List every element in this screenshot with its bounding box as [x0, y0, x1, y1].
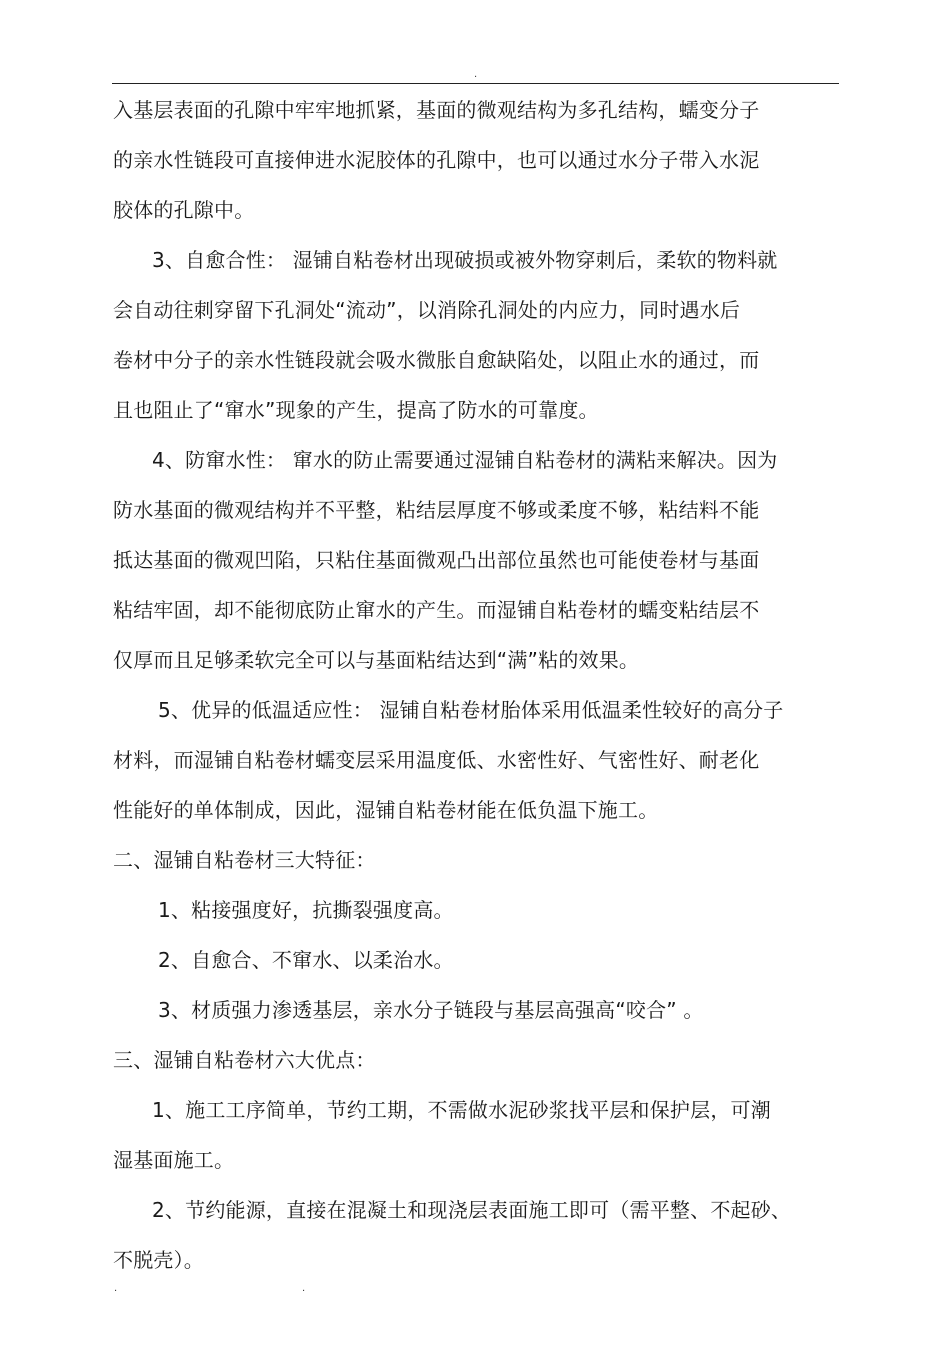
text-line: 不脱壳）。 — [113, 1248, 204, 1272]
text-line: 性能好的单体制成，因此，湿铺自粘卷材能在低负温下施工。 — [113, 798, 659, 822]
footer-dot-right: . — [302, 1283, 306, 1294]
text-line: 且也阻止了“窜水”现象的产生，提高了防水的可靠度。 — [113, 398, 599, 422]
text-line: 仅厚而且足够柔软完全可以与基面粘结达到“满”粘的效果。 — [113, 648, 640, 672]
section-heading: 三、湿铺自粘卷材六大优点： — [113, 1048, 376, 1072]
text-line: 卷材中分子的亲水性链段就会吸水微胀自愈缺陷处，以阻止水的通过，而 — [113, 348, 760, 372]
text-line: 3、自愈合性： 湿铺自粘卷材出现破损或被外物穿刺后，柔软的物料就 — [152, 248, 778, 272]
text-line: 材料，而湿铺自粘卷材蠕变层采用温度低、水密性好、气密性好、耐老化 — [113, 748, 760, 772]
text-line: 抵达基面的微观凹陷，只粘住基面微观凸出部位虽然也可能使卷材与基面 — [113, 548, 760, 572]
text-line: 的亲水性链段可直接伸进水泥胶体的孔隙中，也可以通过水分子带入水泥 — [113, 148, 760, 172]
list-item: 2、自愈合、不窜水、以柔治水。 — [158, 948, 454, 972]
list-item: 1、粘接强度好，抗撕裂强度高。 — [158, 898, 454, 922]
text-line: 4、防窜水性： 窜水的防止需要通过湿铺自粘卷材的满粘来解决。因为 — [152, 448, 778, 472]
text-line: 会自动往刺穿留下孔洞处“流动”，以消除孔洞处的内应力，同时遇水后 — [113, 298, 741, 322]
text-line: 湿基面施工。 — [113, 1148, 235, 1172]
section-heading: 二、湿铺自粘卷材三大特征： — [113, 848, 376, 872]
text-line: 1、施工工序简单，节约工期，不需做水泥砂浆找平层和保护层，可潮 — [152, 1098, 771, 1122]
list-item: 3、材质强力渗透基层，亲水分子链段与基层高强高“咬合” 。 — [158, 998, 704, 1022]
text-line: 防水基面的微观结构并不平整，粘结层厚度不够或柔度不够，粘结料不能 — [113, 498, 760, 522]
text-line: 入基层表面的孔隙中牢牢地抓紧，基面的微观结构为多孔结构，蠕变分子 — [113, 98, 760, 122]
text-line: 粘结牢固，却不能彻底防止窜水的产生。而湿铺自粘卷材的蠕变粘结层不 — [113, 598, 760, 622]
text-line: 2、节约能源，直接在混凝土和现浇层表面施工即可（需平整、不起砂、 — [152, 1198, 792, 1222]
header-rule — [112, 83, 839, 84]
footer-dot-left: . — [114, 1283, 118, 1294]
header-dot: . — [474, 69, 478, 80]
text-line: 5、优异的低温适应性： 湿铺自粘卷材胎体采用低温柔性较好的高分子 — [158, 698, 784, 722]
text-line: 胶体的孔隙中。 — [113, 198, 255, 222]
